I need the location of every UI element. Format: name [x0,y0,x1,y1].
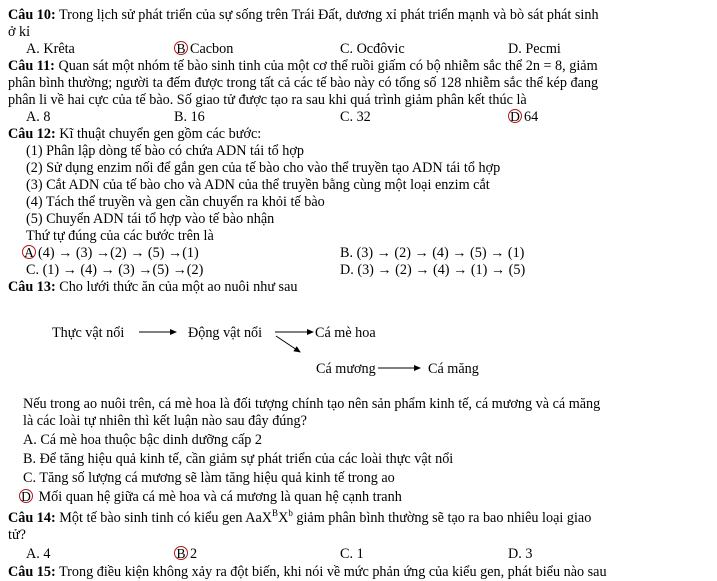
q13-option-b[interactable] [23,451,453,468]
option-text: 8 [43,109,51,125]
q13-stem [8,279,297,296]
option-letter: C. [340,546,354,562]
q14-option-d[interactable] [508,546,532,563]
food-web-node-zooplankton: Động vật nổi [188,325,263,341]
q12-prompt: Thứ tự đúng của các bước trên là [26,228,214,244]
q11-option-b[interactable] [174,109,205,126]
q12-label: Câu 12: [8,126,56,142]
option-letter: B. [23,451,37,467]
q11-text: Quan sát một nhóm tế bào sinh tinh của một cơ thể ruồi giấm có bộ nhiễm sắc thể 2n = 8, giảm [58,58,598,74]
answer-circle-icon: D [508,109,522,123]
q12-option-a[interactable] [22,245,199,262]
option-letter: A. [26,109,40,125]
option-text: 2 [190,546,198,562]
q10-stem-line2: ở kỉ [8,24,31,40]
q10-option-a[interactable] [26,41,75,58]
q12-option-c[interactable] [26,262,203,279]
answer-circle-icon: B [174,41,188,55]
q14-text-after: giảm phân bình thường sẽ tạo ra bao nhiêu loại giao [292,510,592,526]
option-text: Tăng số lượng cá mương sẽ làm tăng hiệu quả kinh tế trong ao [39,470,395,486]
option-letter: D. [340,262,354,278]
option-letter: A. [26,546,40,562]
option-letter: C. [23,470,37,486]
q11-label: Câu 11: [8,58,55,74]
option-text: 1 [356,546,364,562]
q13-paragraph-line1: Nếu trong ao nuôi trên, cá mè hoa là đối tượng chính tạo nên sản phẩm kinh tế, cá mương và cá măng [23,396,601,412]
q15-text: Trong điều kiện không xảy ra đột biến, khi nói về mức phản ứng của kiểu gen, phát biểu nào sau [59,564,607,580]
q14-label: Câu 14: [8,510,56,526]
food-web-node-ca-mang: Cá măng [428,361,479,377]
food-web-arrow [276,336,300,352]
q13-option-a[interactable] [23,432,262,449]
q12-step-2: (2) Sử dụng enzim nối để gắn gen của tế bào cho vào thể truyền tạo ADN tái tổ hợp [26,160,501,176]
q15-label: Câu 15: [8,564,56,580]
genotype-x: X [278,510,289,526]
option-text: Ocđôvic [356,41,405,57]
option-text: Để tăng hiệu quả kinh tế, cần giảm sự phát triển của các loài thực vật nổi [39,451,454,467]
genotype-sup-b-upper: B [272,508,279,518]
q11-option-d[interactable] [508,109,538,126]
q14-option-c[interactable] [340,546,364,563]
q14-genotype [245,510,293,526]
food-web-node-phytoplankton: Thực vật nổi [52,325,125,341]
q10-option-c[interactable] [340,41,405,58]
option-letter: B. [340,245,354,261]
option-text: (3) → (2) → (4) → (1) → (5) [357,262,526,278]
option-letter: A. [23,432,37,448]
q14-stem-line2: tử? [8,527,26,543]
answer-circle-icon: D [19,489,33,503]
option-text: 64 [524,109,539,125]
q13-option-c[interactable] [23,470,395,487]
genotype-base: AaX [245,510,273,526]
q10-label: Câu 10: [8,7,56,23]
q10-option-b[interactable] [174,41,233,58]
q12-step-5: (5) Chuyển ADN tái tổ hợp vào tế bào nhận [26,211,275,227]
food-web-node-ca-muong: Cá mương [316,361,376,377]
q13-option-d[interactable] [19,489,402,506]
option-letter: C. [340,109,354,125]
option-text: Krêta [43,41,75,57]
q12-option-d[interactable] [340,262,525,279]
genotype-sup-b-lower: b [288,508,293,518]
q12-option-b[interactable] [340,245,524,262]
q12-text: Kĩ thuật chuyển gen gồm các bước: [59,126,262,142]
q14-option-a[interactable] [26,546,50,563]
q14-text: Một tế bào sinh tinh có kiểu gen [59,510,246,526]
q11-stem-line2: phân bình thường; người ta đếm được trong tất cả các tế bào này có tổng số 128 nhiễm sắc thể kép đang [8,75,599,91]
option-letter: D. [508,546,522,562]
option-text: 16 [190,109,205,125]
option-text: Cá mè hoa thuộc bậc dinh dưỡng cấp 2 [40,432,262,448]
option-text: 3 [525,546,533,562]
option-text: (3) → (2) → (4) → (5) → (1) [356,245,525,261]
q12-stem [8,126,261,143]
q13-label: Câu 13: [8,279,56,295]
q12-step-1: (1) Phân lập dòng tế bào có chứa ADN tái tổ hợp [26,143,304,159]
food-web-node-bighead-carp: Cá mè hoa [315,325,376,341]
option-letter: B. [174,109,188,125]
q12-step-4: (4) Tách thể truyền và gen cần chuyển ra khỏi tế bào [26,194,325,210]
option-text: Pecmi [525,41,561,57]
q10-text: Trong lịch sử phát triển của sự sống trên Trái Đất, dương xỉ phát triển mạnh và bò sát phát sinh [59,7,599,23]
q14-stem-line1 [8,510,591,527]
q14-option-b[interactable] [174,546,197,563]
q12-step-3: (3) Cắt ADN của tế bào cho và ADN của thể truyền bằng cùng một loại enzim cắt [26,177,490,193]
q11-option-a[interactable] [26,109,50,126]
answer-circle-icon: B [174,546,188,560]
option-letter: C. [26,262,40,278]
option-letter: C. [340,41,354,57]
option-letter: D. [508,41,522,57]
option-letter: A. [26,41,40,57]
q11-stem-line1 [8,58,598,75]
q11-stem-line3: phân li về hai cực của tế bào. Số giao tử được tạo ra sau khi quá trình giảm phân kết thúc là [8,92,527,108]
option-text: (1) → (4) → (3) →(5) →(2) [42,262,204,278]
option-text: Cacbon [190,41,234,57]
option-text: 4 [43,546,51,562]
q10-option-d[interactable] [508,41,561,58]
q13-paragraph-line2: là các loài tự nhiên thì kết luận nào sau đây đúng? [23,413,307,429]
q13-text: Cho lưới thức ăn của một ao nuôi như sau [59,279,298,295]
option-text: Mối quan hệ giữa cá mè hoa và cá mương là quan hệ cạnh tranh [38,489,402,505]
food-web-diagram [0,318,717,380]
q11-option-c[interactable] [340,109,371,126]
option-text: (4) → (3) →(2) → (5) →(1) [38,245,199,261]
option-text: 32 [356,109,371,125]
q10-stem-line1 [8,7,599,24]
answer-circle-icon: A [22,245,36,259]
